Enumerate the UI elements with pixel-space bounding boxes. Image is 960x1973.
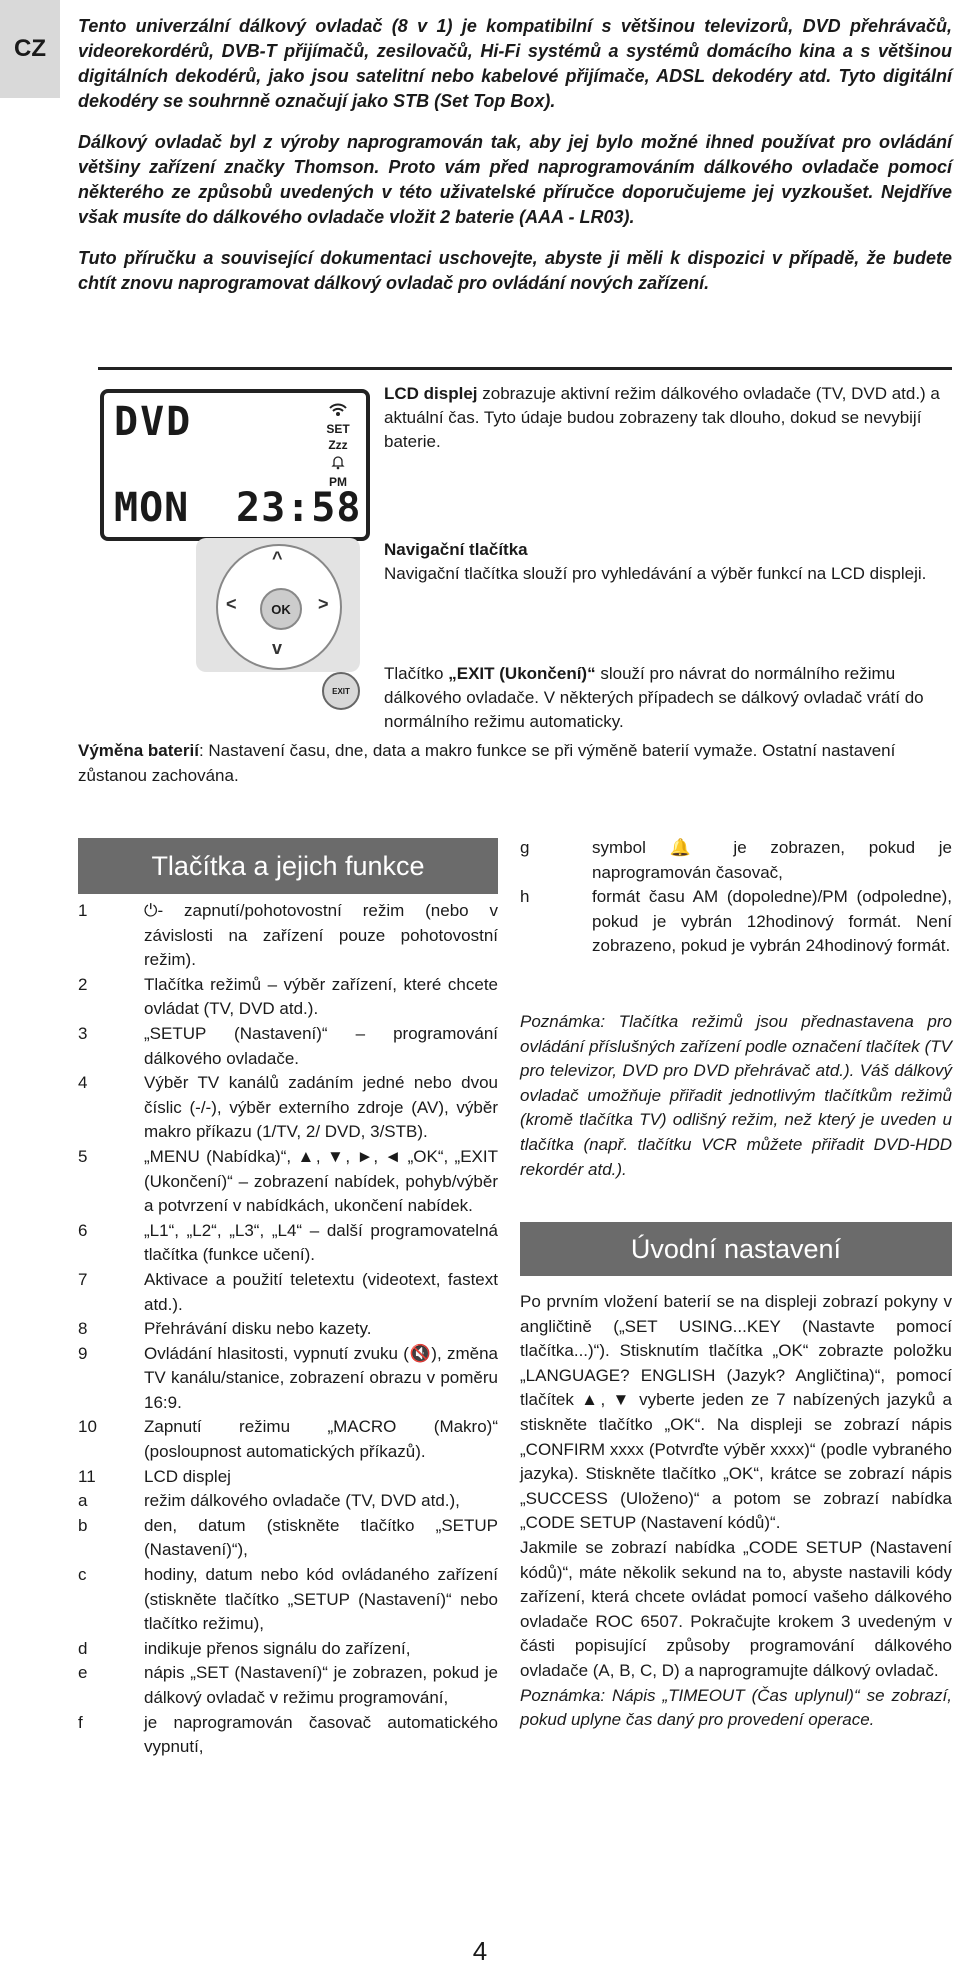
list-item-number: 4 (78, 1073, 88, 1093)
list-item (78, 1661, 498, 1710)
arrow-right-icon: > (318, 594, 329, 614)
navigation-pad-illustration (196, 538, 360, 672)
list-item (78, 1465, 498, 1490)
list-item (520, 885, 952, 959)
arrow-down-icon: v (272, 638, 283, 658)
bell-icon (318, 454, 358, 473)
exit-button-illustration: EXIT (322, 672, 360, 710)
nav-ring (216, 544, 342, 670)
signal-icon (318, 401, 358, 420)
lcd-status-icons (318, 401, 358, 491)
list-item (78, 1219, 498, 1268)
lcd-day-text: MON (114, 485, 190, 531)
list-item-number: d (78, 1638, 88, 1658)
intro-paragraph-1: Tento univerzální dálkový ovladač (8 v 1) je kompatibilní s většinou televizorů, DVD přehrávačů, videorekordérů, DVB-T přijímačů, zesilovačů, Hi-Fi systémů a systémů domácího kina a s většinou digitálních dekodérů, jako jsou satelitní nebo kabelové přijímače, ADSL dekodéry atd. Tyto digitální dekodéry se souhrnně označují jako STB (Set Top Box). (78, 16, 952, 111)
list-item (78, 1514, 498, 1563)
list-item (78, 1317, 498, 1342)
exit-description (384, 662, 952, 734)
list-item-text: nápis „SET (Nastavení)“ je zobrazen, pokud je dálkový ovladač v režimu programování, (144, 1663, 498, 1707)
setup-paragraph-2: Jakmile se zobrazí nabídka „CODE SETUP (Nastavení kódů)“, máte několik sekund na to, abyste nastavili kódy zařízení, která chcete ovládat pomocí vašeho dálkového ovladače ROC 6507. Pokračujte krokem 3 uvedeným v části popisující způsoby programování dálkového ovladače (A, B, C, D) a naprogramujte dálkový ovladač. (520, 1537, 952, 1680)
list-item-text: Výběr TV kanálů zadáním jedné nebo dvou číslic (-/-), výběr externího zdroje (AV), výběr makro příkazu (1/TV, 2/ DVD, 3/STB). (144, 1073, 498, 1142)
page-number: 4 (472, 1936, 488, 1966)
list-item-text: Ovládání hlasitosti, vypnutí zvuku (🔇), změna TV kanálu/stanice, zobrazení obrazu v poměru 16:9. (144, 1343, 498, 1412)
lcd-description-title: LCD displej (384, 384, 478, 403)
nav-description-title: Navigační tlačítka (384, 540, 528, 559)
list-item (520, 836, 952, 885)
list-item (78, 1415, 498, 1464)
list-item-number: 6 (78, 1220, 88, 1240)
list-item (78, 1145, 498, 1219)
lcd-set-indicator: SET (326, 422, 350, 436)
list-item-text: hodiny, datum nebo kód ovládaného zařízení (stiskněte tlačítko „SETUP (Nastavení)“ nebo tlačítko režimu), (144, 1565, 498, 1634)
exit-description-text: slouží pro návrat do normálního režimu dálkového ovladače. V některých případech se dálkový ovladač vrátí do normálního režimu automaticky. (384, 664, 924, 731)
lcd-mode-text: DVD (114, 399, 193, 445)
list-item-number: 8 (78, 1319, 88, 1339)
intro-paragraph-2: Dálkový ovladač byl z výroby naprogramován tak, aby jej bylo možné ihned používat pro ovládání většiny zařízení značky Thomson. Proto vám před naprogramováním dálkového ovladače pomocí některého ze způsobů uvedených v této uživatelské příručce doporučujeme jej vyzkoušet. Nejdříve však musíte do dálkového ovladače vložit 2 baterie (AAA - LR03). (78, 132, 952, 227)
list-item-text: symbol 🔔 je zobrazen, pokud je naprogramován časovač, (592, 838, 952, 882)
battery-note-text: : Nastavení času, dne, data a makro funkce se při výměně baterií vymaže. Ostatní nastavení zůstanou zachována. (78, 741, 896, 785)
list-item (78, 1268, 498, 1317)
list-item-text: Zapnutí režimu „MACRO (Makro)“ (posloupnost automatických příkazů). (144, 1417, 498, 1462)
lcd-description (384, 382, 952, 454)
lcd-display-illustration (100, 389, 370, 541)
list-item-number: 7 (78, 1269, 88, 1289)
list-item (78, 1489, 498, 1514)
list-item-number: 3 (78, 1023, 88, 1043)
list-item-text: „L1“, „L2“, „L3“, „L4“ – další programovatelná tlačítka (funkce učení). (144, 1220, 498, 1265)
list-item (78, 1711, 498, 1760)
list-item-text: formát času AM (dopoledne)/PM (odpoledne), pokud je vybrán 12hodinový formát. Není zobrazeno, pokud je vybrán 24hodinový formát. (592, 887, 952, 956)
list-item-number: h (520, 887, 530, 907)
list-item-text: indikuje přenos signálu do zařízení, (144, 1638, 411, 1658)
note-mode-buttons: Poznámka: Tlačítka režimů jsou přednastavena pro ovládání příslušných zařízení podle označení tlačítek (TV pro televizor, DVD pro DVD přehrávač atd.). Váš dálkový ovladač umožňuje přiřadit jednotlivým tlačítkům režimů (kromě tlačítka TV) odlišný režim, než který je uveden u tlačítka (např. tlačítku VCR můžete přiřadit DVD-HDD rekordér atd.). (520, 1012, 952, 1179)
list-item-number: 5 (78, 1146, 88, 1166)
list-item-text: Aktivace a použití teletextu (videotext, fastext atd.). (144, 1269, 498, 1314)
list-item (78, 973, 498, 1022)
list-item-number: 10 (78, 1417, 97, 1437)
ok-button-illustration: OK (260, 588, 302, 630)
intro-text (78, 14, 952, 312)
list-item-number: 2 (78, 974, 88, 994)
lcd-symbol-list (520, 836, 952, 959)
section-title-setup: Úvodní nastavení (520, 1222, 952, 1276)
battery-note (78, 738, 952, 788)
lcd-description-text: zobrazuje aktivní režim dálkového ovladače (TV, DVD atd.) a aktuální čas. Tyto údaje budou zobrazeny tak dlouho, dokud se nevybijí baterie. (384, 384, 940, 451)
list-item-number: a (78, 1491, 88, 1511)
list-item-text: LCD displej (144, 1466, 231, 1486)
list-item-text: je naprogramován časovač automatického vypnutí, (144, 1712, 498, 1757)
list-item-number: 9 (78, 1343, 88, 1363)
list-item-number: c (78, 1565, 87, 1585)
setup-paragraph-1: Po prvním vložení baterií se na displeji zobrazí pokyny v angličtině („SET USING...KEY (Nastavte pomocí tlačítka...)“). Stisknutím tlačítka „OK“ zobrazte položku „LANGUAGE? ENGLISH (Jazyk? Angličtina)“, pomocí tlačítek ▲, ▼ vyberte jeden ze 7 nabízených jazyků a stiskněte tlačítko „OK“. Na displeji se zobrazí nápis „CONFIRM xxxx (Potvrďte výběr xxxx)“ (podle vybraného jazyka). Stiskněte tlačítko „OK“, krátce se zobrazí nápis „SUCCESS (Uloženo)“ a potom se zobrazí nabídka „CODE SETUP (Nastavení kódů)“. (520, 1292, 952, 1533)
section-divider (98, 367, 952, 370)
list-item-text: „MENU (Nabídka)“, ▲, ▼, ►, ◄ „OK“, „EXIT (Ukončení)“ – zobrazení nabídek, pohyb/výběr a potvrzení v nabídkách, ukončení nabídek. (144, 1146, 498, 1216)
lcd-pm-indicator: PM (329, 475, 347, 489)
list-item-number: e (78, 1663, 88, 1683)
list-item-number: f (78, 1712, 83, 1732)
list-item-text: Tlačítka režimů – výběr zařízení, které chcete ovládat (TV, DVD atd.). (144, 974, 498, 1019)
list-item (78, 1563, 498, 1637)
nav-description (384, 538, 952, 586)
arrow-up-icon: ^ (272, 548, 283, 568)
exit-description-pre: Tlačítko (384, 664, 449, 683)
lcd-time-text: 23:58 (236, 485, 362, 531)
list-item (78, 1637, 498, 1662)
list-item-text: ⏻- zapnutí/pohotovostní režim (nebo v závislosti na zařízení pouze pohotovostní režim). (144, 901, 498, 970)
list-item-number: 11 (78, 1466, 96, 1486)
lcd-sleep-indicator: Zzz (328, 438, 348, 452)
list-item-text: režim dálkového ovladače (TV, DVD atd.), (144, 1491, 460, 1511)
nav-description-text: Navigační tlačítka slouží pro vyhledávání a výběr funkcí na LCD displeji. (384, 564, 927, 583)
battery-note-title: Výměna baterií (78, 741, 199, 760)
list-item (78, 1342, 498, 1416)
list-item-text: den, datum (stiskněte tlačítko „SETUP (Nastavení)“), (144, 1515, 498, 1560)
arrow-left-icon: < (226, 594, 237, 614)
note-timeout: Poznámka: Nápis „TIMEOUT (Čas uplynul)“ se zobrazí, pokud uplyne čas daný pro provedení operace. (520, 1685, 952, 1730)
intro-paragraph-3: Tuto příručku a související dokumentaci uschovejte, abyste ji měli k dispozici v případě, že budete chtít znovu naprogramovat dálkový ovladač pro ovládání nových zařízení. (78, 248, 952, 293)
list-item (78, 899, 498, 973)
list-item-number: b (78, 1515, 88, 1535)
list-item-text: „SETUP (Nastavení)“ – programování dálkového ovladače. (144, 1023, 498, 1068)
list-item-number: 1 (78, 901, 88, 920)
exit-description-title: „EXIT (Ukončení)“ (448, 664, 596, 683)
language-tab: CZ (0, 0, 60, 98)
list-item-number: g (520, 838, 530, 857)
button-function-list (78, 899, 498, 1760)
setup-text (520, 1290, 952, 1733)
section-title-buttons: Tlačítka a jejich funkce (78, 838, 498, 894)
list-item-text: Přehrávání disku nebo kazety. (144, 1319, 372, 1339)
list-item (78, 1022, 498, 1071)
list-item (78, 1071, 498, 1145)
